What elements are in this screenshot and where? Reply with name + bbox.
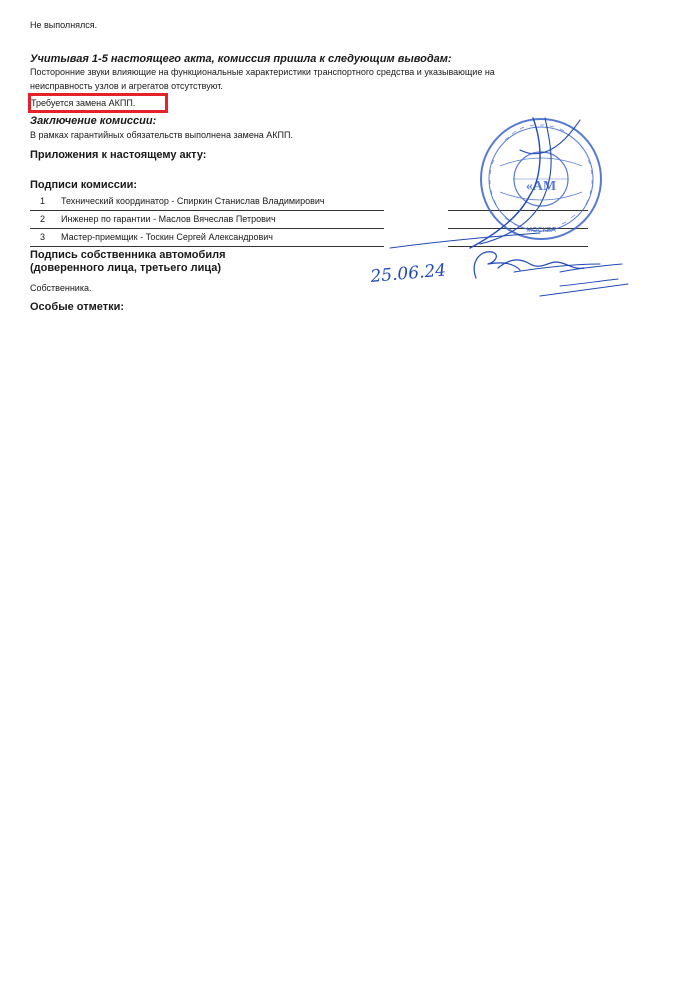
owner-heading-line-1: Подпись собственника автомобиля: [30, 249, 226, 261]
highlighted-text: Требуется замена АКПП.: [31, 98, 136, 108]
special-notes-heading: Особые отметки:: [30, 301, 125, 313]
owner-role: Собственника.: [30, 283, 92, 293]
signature-member: Инженер по гарантии - Маслов Вячеслав Петрович: [61, 214, 276, 224]
commission-heading: Заключение комиссии:: [30, 115, 157, 127]
stamp-lettering: «АМ: [525, 179, 557, 194]
top-note: Не выполнялся.: [30, 20, 98, 30]
signature-member: Мастер-приемщик - Тоскин Сергей Александрович: [61, 232, 273, 242]
stamp-city: МОСКВА: [526, 227, 556, 234]
conclusions-heading: Учитывая 1-5 настоящего акта, комиссия пришла к следующим выводам:: [30, 53, 452, 65]
conclusions-line-1: Посторонние звуки влияющие на функциональные характеристики транспортного средства и указывающие на: [30, 67, 495, 77]
handwritten-date: 25.06.24: [369, 260, 447, 287]
signature-number: 1: [40, 196, 46, 206]
commission-text: В рамках гарантийных обязательств выполнена замена АКПП.: [30, 130, 293, 140]
signatures-heading: Подписи комиссии:: [30, 179, 138, 191]
signature-number: 3: [40, 232, 46, 242]
signature-number: 2: [40, 214, 46, 224]
signature-member: Технический координатор - Спиркин Станислав Владимирович: [61, 196, 325, 206]
attachments-heading: Приложения к настоящему акту:: [30, 149, 207, 161]
conclusions-line-2: неисправность узлов и агрегатов отсутствуют.: [30, 81, 223, 91]
owner-heading-line-2: (доверенного лица, третьего лица): [30, 262, 222, 274]
